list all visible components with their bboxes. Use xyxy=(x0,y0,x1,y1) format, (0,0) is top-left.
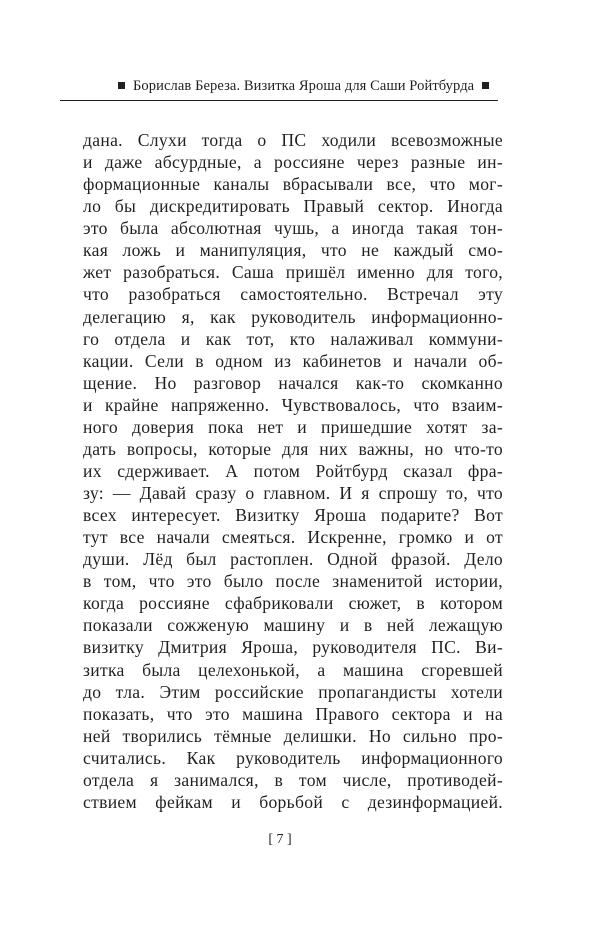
text-line: жет разобраться. Саша пришёл именно для того, xyxy=(83,262,503,283)
text-line: ней творились тёмные делишки. Но сильно про- xyxy=(83,725,503,746)
text-line: это была абсолютная чушь, а иногда такая тон- xyxy=(83,218,503,239)
text-line: ло бы дискредитировать Правый сектор. Иногда xyxy=(83,196,503,217)
running-title: Борислав Береза. Визитка Яроша для Саши Ройтбурда xyxy=(133,78,475,94)
text-line: ствием фейкам и борьбой с дезинформацией. xyxy=(83,791,503,812)
text-line: го отдела и как тот, кто налаживал коммуни- xyxy=(83,328,503,349)
text-line: кации. Сели в одном из кабинетов и начали об- xyxy=(83,350,503,371)
square-bullet-icon xyxy=(118,82,125,89)
running-header xyxy=(60,76,498,101)
text-line: до тла. Этим российские пропагандисты хотели xyxy=(83,681,503,702)
text-line: когда россияне сфабриковали сюжет, в котором xyxy=(83,593,503,614)
text-line: щение. Но разговор начался как-то скомканно xyxy=(83,372,503,393)
text-line: кая ложь и манипуляция, что не каждый смо- xyxy=(83,240,503,261)
text-line: в том, что это было после знаменитой истории, xyxy=(83,571,503,592)
text-line: зу: — Давай сразу о главном. И я спрошу то, что xyxy=(83,483,503,503)
text-line: души. Лёд был растоплен. Одной фразой. Дело xyxy=(83,549,503,570)
text-line: показать, что это машина Правого сектора и на xyxy=(83,703,503,724)
square-bullet-icon xyxy=(482,82,489,89)
text-line: что разобраться самостоятельно. Встречал эту xyxy=(83,284,503,305)
text-line: формационные каналы вбрасывали все, что мог- xyxy=(83,174,503,195)
text-line: дать вопросы, которые для них важны, но что-то xyxy=(83,438,503,459)
text-line: считались. Как руководитель информационного xyxy=(83,747,503,768)
page-number: [ 7 ] xyxy=(268,832,292,847)
text-line: и крайне напряженно. Чувствовалось, что взаим- xyxy=(83,394,503,415)
text-line: дана. Слухи тогда о ПС ходили всевозможные xyxy=(83,130,503,150)
text-line: их сдерживает. А потом Ройтбурд сказал фра- xyxy=(83,460,503,481)
text-line: всех интересует. Визитку Яроша подарите? Вот xyxy=(83,505,503,526)
text-line: делегацию я, как руководитель информационно- xyxy=(83,306,503,327)
running-header-text xyxy=(110,78,497,95)
text-line: и даже абсурдные, а россияне через разные ин- xyxy=(83,152,503,173)
body-text xyxy=(83,129,503,813)
text-line: ного доверия пока нет и пришедшие хотят за- xyxy=(83,416,503,437)
text-line: отдела я занимался, в том числе, противодей- xyxy=(83,769,503,790)
text-line: показали сожженую машину и в ней лежащую xyxy=(83,615,503,636)
text-line: тут все начали смеяться. Искренне, громко и от xyxy=(83,527,503,548)
text-line: зитка была целехонькой, а машина сгоревшей xyxy=(83,659,503,680)
text-line: визитку Дмитрия Яроша, руководителя ПС. Ви- xyxy=(83,637,503,658)
